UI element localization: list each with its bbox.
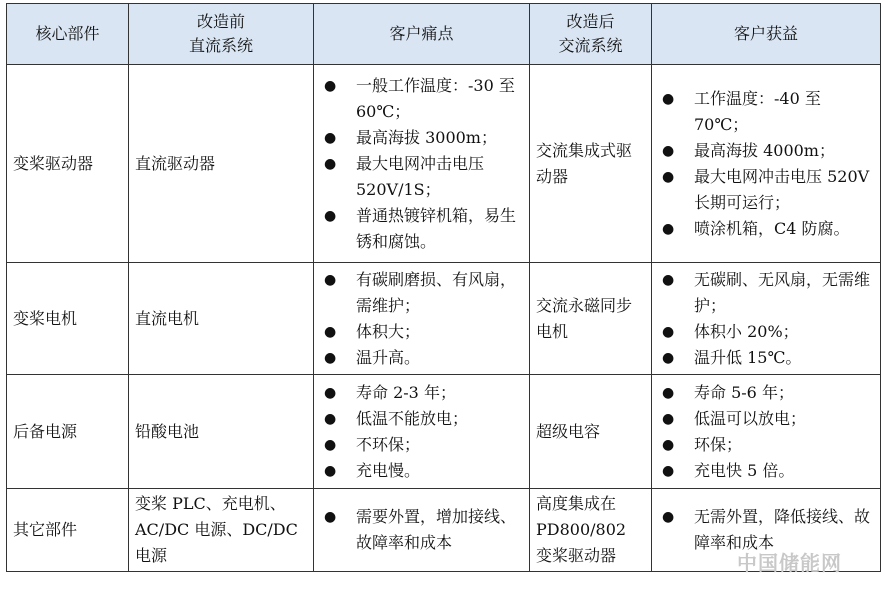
gain-cell xyxy=(652,65,881,263)
gain-cell xyxy=(652,375,881,489)
pain-item: ● 最高海拔 3000m； xyxy=(320,125,523,151)
before-cell: 直流电机 xyxy=(129,263,314,375)
table-row xyxy=(7,263,881,375)
pain-item: ● 不环保； xyxy=(320,432,523,458)
gain-item: ● 无碳刷、无风扇，无需维护； xyxy=(658,267,874,319)
header-row xyxy=(7,4,881,65)
component-cell: 后备电源 xyxy=(7,375,129,489)
header-gain: 客户获益 xyxy=(652,4,881,65)
before-cell: 变桨 PLC、充电机、AC/DC 电源、DC/DC 电源 xyxy=(129,489,314,572)
watermark-logo: 中国储能网 xyxy=(737,551,842,575)
pain-item: ● 一般工作温度：-30 至 60℃； xyxy=(320,73,523,125)
comparison-table xyxy=(6,3,881,572)
header-after: 改造后 交流系统 xyxy=(530,4,652,65)
pain-cell xyxy=(314,375,530,489)
gain-item: ● 体积小 20%； xyxy=(658,319,874,345)
header-before: 改造前 直流系统 xyxy=(129,4,314,65)
pain-item: ● 需要外置，增加接线、故障率和成本 xyxy=(320,504,523,556)
pain-cell xyxy=(314,489,530,572)
after-cell: 交流集成式驱动器 xyxy=(530,65,652,263)
pain-item: ● 充电慢。 xyxy=(320,458,523,484)
after-cell: 高度集成在 PD800/802 变桨驱动器 xyxy=(530,489,652,572)
header-pain: 客户痛点 xyxy=(314,4,530,65)
gain-item: ● 喷涂机箱，C4 防腐。 xyxy=(658,216,874,242)
pain-item: ● 温升高。 xyxy=(320,345,523,371)
pain-item: ● 普通热镀锌机箱，易生锈和腐蚀。 xyxy=(320,203,523,255)
gain-item: ● 低温可以放电； xyxy=(658,406,874,432)
before-cell: 铅酸电池 xyxy=(129,375,314,489)
before-cell: 直流驱动器 xyxy=(129,65,314,263)
component-cell: 变桨驱动器 xyxy=(7,65,129,263)
gain-item: ● 最高海拔 4000m； xyxy=(658,138,874,164)
after-cell: 交流永磁同步电机 xyxy=(530,263,652,375)
gain-item: ● 无需外置，降低接线、故障率和成本 xyxy=(658,504,874,556)
table-row xyxy=(7,375,881,489)
pain-cell xyxy=(314,263,530,375)
pain-item: ● 有碳刷磨损、有风扇，需维护； xyxy=(320,267,523,319)
component-cell: 其它部件 xyxy=(7,489,129,572)
gain-item: ● 寿命 5-6 年； xyxy=(658,380,874,406)
pain-item: ● 最大电网冲击电压 520V/1S； xyxy=(320,151,523,203)
pain-item: ● 低温不能放电； xyxy=(320,406,523,432)
after-cell: 超级电容 xyxy=(530,375,652,489)
gain-item: ● 充电快 5 倍。 xyxy=(658,458,874,484)
gain-item: ● 工作温度：-40 至 70℃； xyxy=(658,86,874,138)
component-cell: 变桨电机 xyxy=(7,263,129,375)
pain-cell xyxy=(314,65,530,263)
pain-item: ● 寿命 2-3 年； xyxy=(320,380,523,406)
header-component: 核心部件 xyxy=(7,4,129,65)
gain-item: ● 环保； xyxy=(658,432,874,458)
gain-cell xyxy=(652,263,881,375)
pain-item: ● 体积大； xyxy=(320,319,523,345)
table-row xyxy=(7,65,881,263)
gain-item: ● 温升低 15℃。 xyxy=(658,345,874,371)
gain-item: ● 最大电网冲击电压 520V 长期可运行； xyxy=(658,164,874,216)
